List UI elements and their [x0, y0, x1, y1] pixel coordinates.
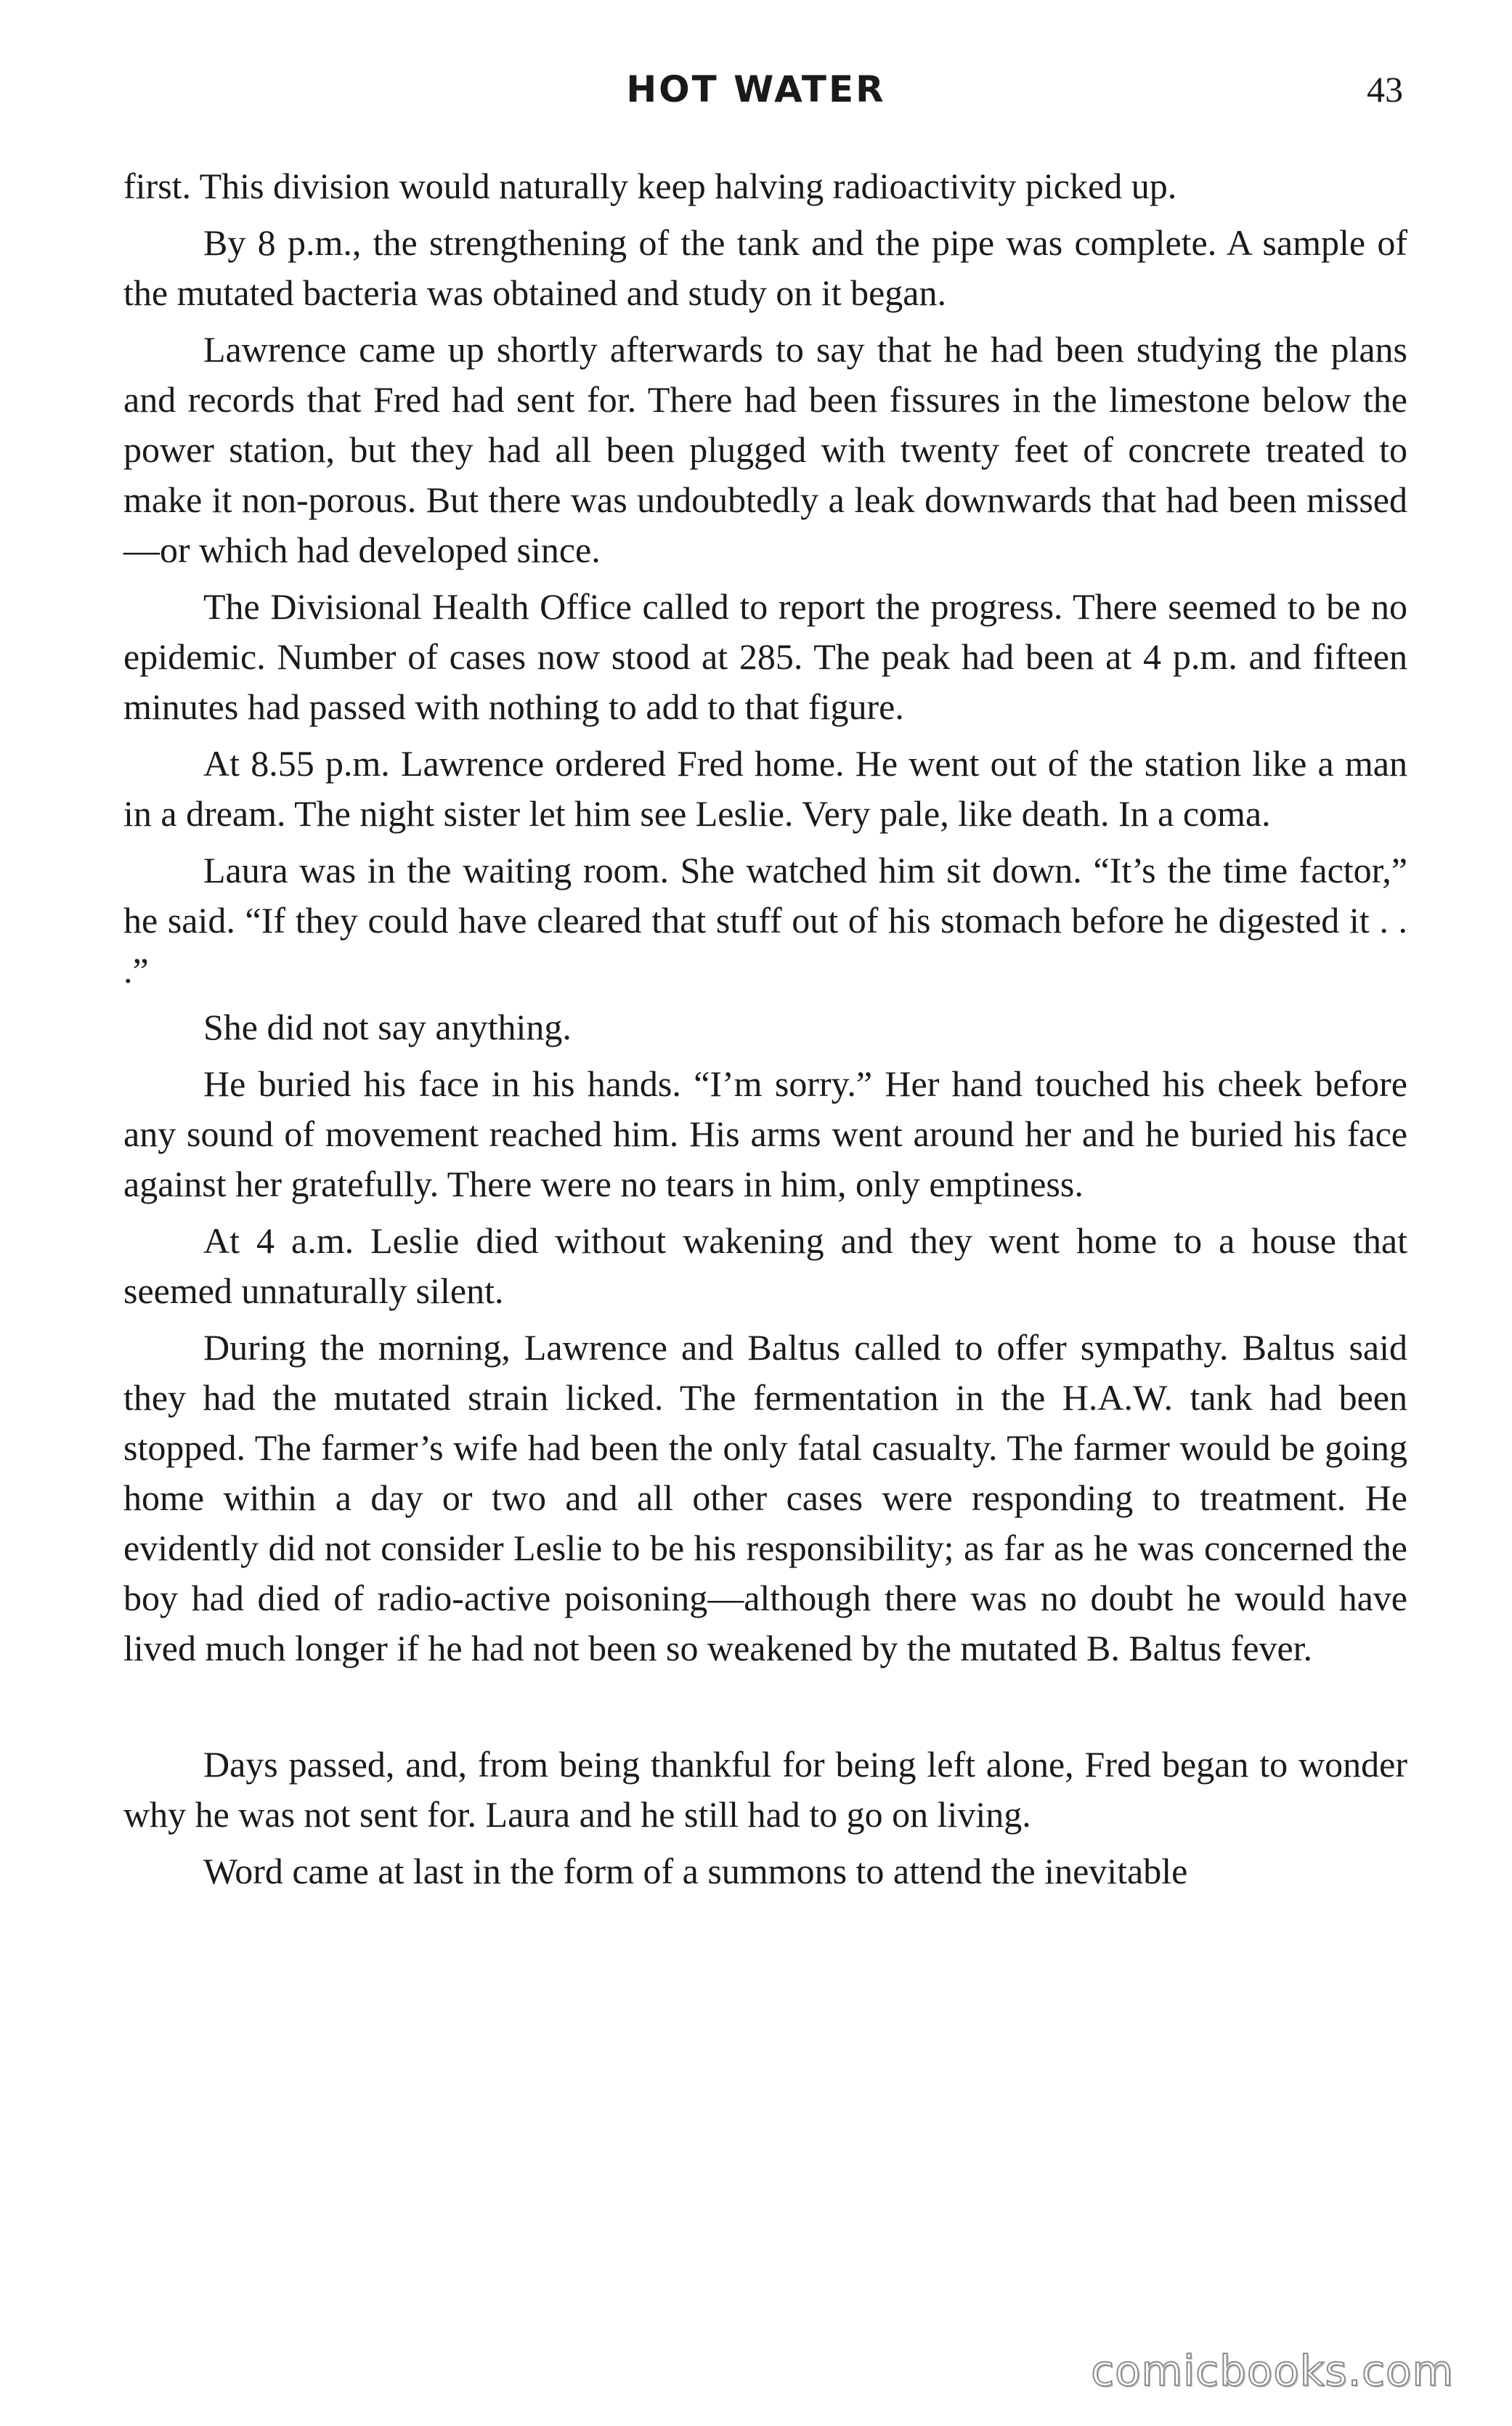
running-header — [0, 64, 1512, 115]
paragraph: Laura was in the waiting room. She watched him sit down. “It’s the time factor,” he said. “If they could have cleared that stuff out of his stomach before he digested it . . .” — [123, 850, 1407, 991]
paragraph: Lawrence came up shortly afterwards to say that he had been studying the plans and records that Fred had sent for. There had been fissures in the limestone below the power station, but they had all been plugged with twenty feet of concrete treated to make it non-porous. But there was undoubtedly a leak downwards that had been missed—or which had developed since. — [123, 329, 1407, 570]
paragraph: At 8.55 p.m. Lawrence ordered Fred home. He went out of the station like a man in a dream. The night sister let him see Leslie. Very pale, like death. In a coma. — [123, 743, 1407, 834]
section-break — [123, 1674, 1407, 1740]
page-number: 43 — [1367, 69, 1403, 110]
paragraph: By 8 p.m., the strengthening of the tank and the pipe was complete. A sample of the mutated bacteria was obtained and study on it began. — [123, 222, 1407, 313]
paragraph: Days passed, and, from being thankful for being left alone, Fred began to wonder why he was not sent for. Laura and he still had to go on living. — [123, 1744, 1407, 1835]
paragraph: first. This division would naturally keep halving radioactivity picked up. — [123, 166, 1177, 206]
paragraph: At 4 a.m. Leslie died without wakening and they went home to a house that seemed unnaturally silent. — [123, 1220, 1407, 1311]
paragraph: The Divisional Health Office called to report the progress. There seemed to be no epidemic. Number of cases now stood at 285. The peak had been at 4 p.m. and fifteen minutes had passed with nothing to add to that figure. — [123, 586, 1407, 727]
body-text — [123, 161, 1407, 1896]
paragraph: He buried his face in his hands. “I’m sorry.” Her hand touched his cheek before any sound of movement reached him. His arms went around her and he buried his face against her gratefully. There were no tears in him, only emptiness. — [123, 1063, 1407, 1204]
chapter-title: HOT WATER — [626, 68, 886, 110]
watermark-logo: comicbooks.com — [1091, 2346, 1454, 2395]
paragraph: She did not say anything. — [203, 1007, 572, 1047]
paragraph: Word came at last in the form of a summons to attend the inevitable — [203, 1851, 1188, 1891]
paragraph: During the morning, Lawrence and Baltus called to offer sympathy. Baltus said they had the mutated strain licked. The fermentation in the H.A.W. tank had been stopped. The farmer’s wife had been the only fatal casualty. The farmer would be going home within a day or two and all other cases were responding to treatment. He evidently did not consider Leslie to be his responsibility; as far as he was concerned the boy had died of radio-active poisoning—although there was no doubt he would have lived much longer if he had not been so weakened by the mutated B. Baltus fever. — [123, 1327, 1407, 1668]
